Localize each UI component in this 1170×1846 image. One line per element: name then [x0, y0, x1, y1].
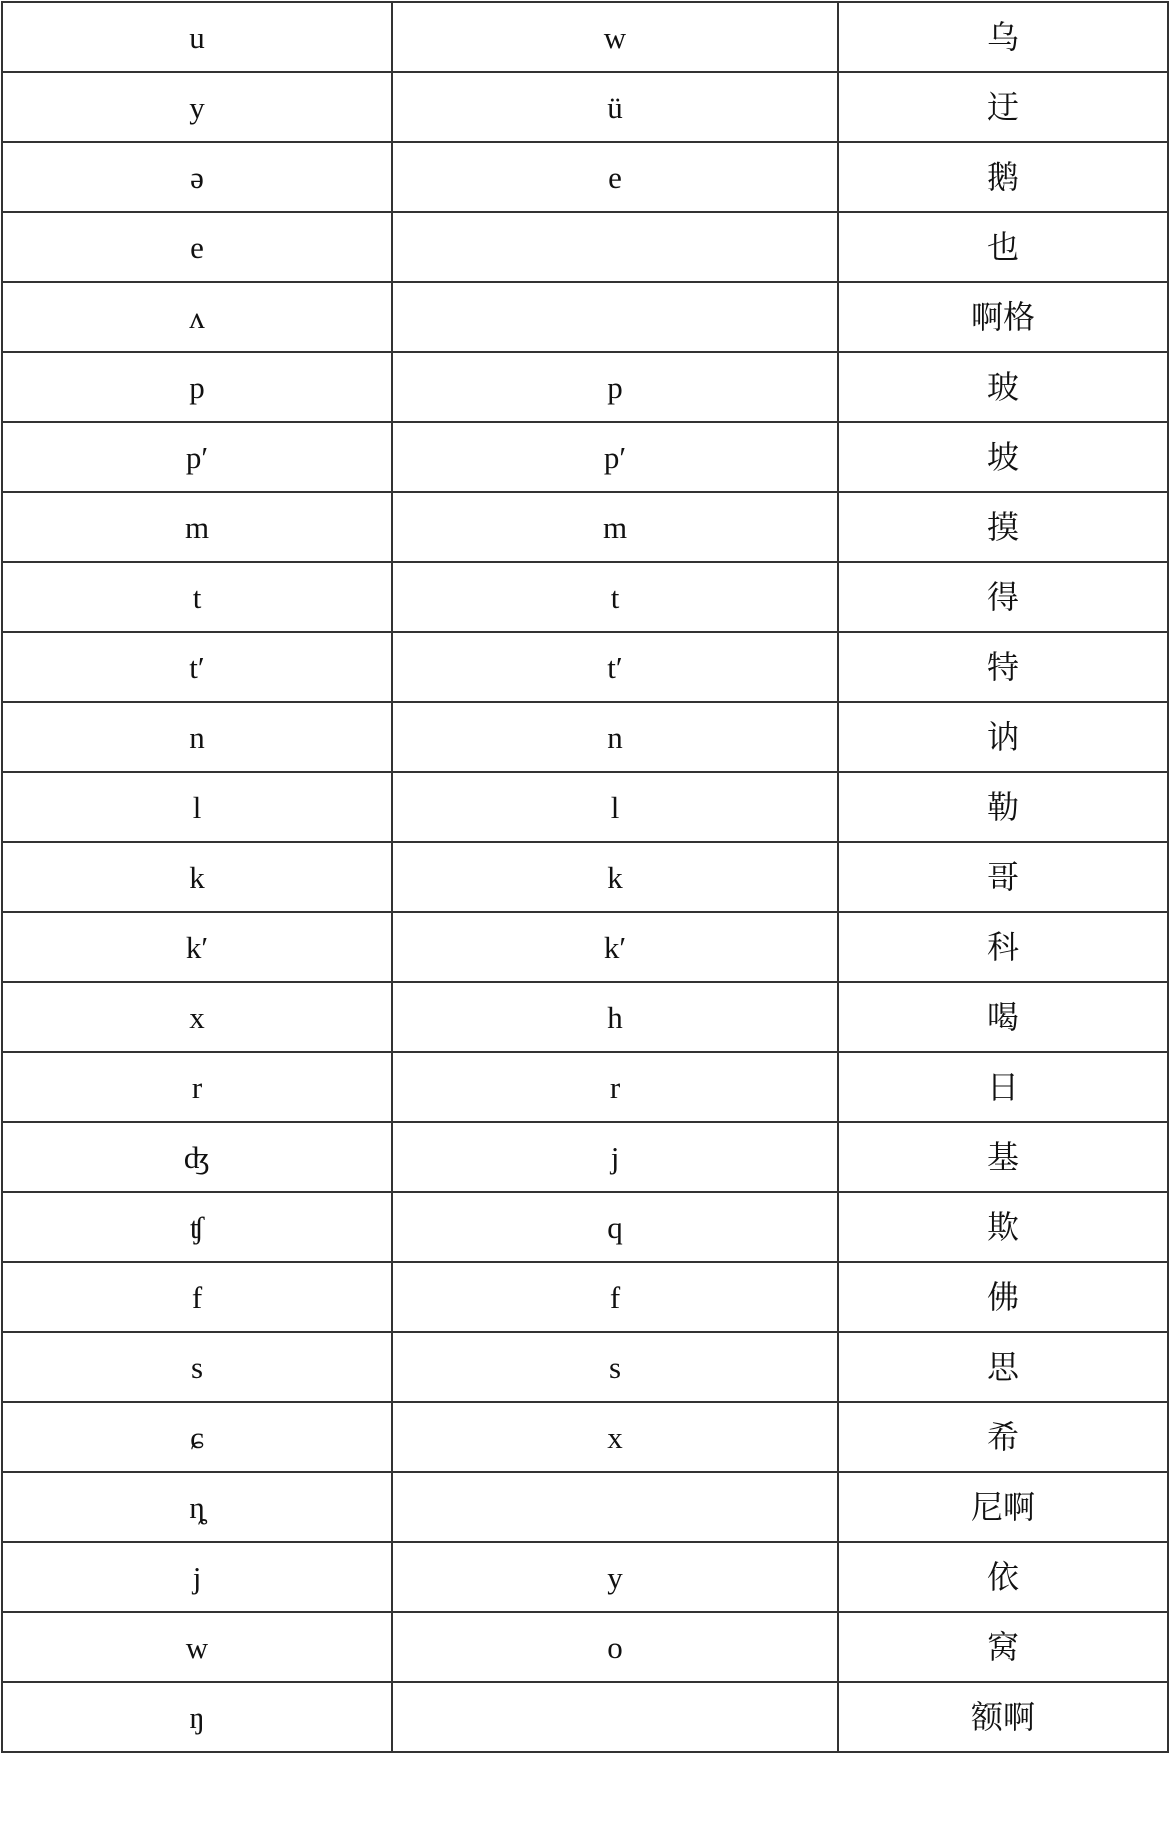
hanzi-cell: 依 [838, 1542, 1168, 1612]
table-row [2, 632, 1168, 702]
hanzi-cell: 迂 [838, 72, 1168, 142]
table-row [2, 1682, 1168, 1752]
hanzi-cell: 得 [838, 562, 1168, 632]
pinyin-cell [392, 282, 838, 352]
ipa-cell: j [2, 1542, 392, 1612]
ipa-cell: k′ [2, 912, 392, 982]
pinyin-cell: y [392, 1542, 838, 1612]
pinyin-cell: l [392, 772, 838, 842]
phonetic-table-body [2, 2, 1168, 1752]
table-row [2, 422, 1168, 492]
table-row [2, 352, 1168, 422]
ipa-cell: r [2, 1052, 392, 1122]
pinyin-cell [392, 1472, 838, 1542]
pinyin-cell: w [392, 2, 838, 72]
hanzi-cell: 科 [838, 912, 1168, 982]
ipa-cell: n [2, 702, 392, 772]
pinyin-cell: m [392, 492, 838, 562]
table-row [2, 2, 1168, 72]
ipa-cell: t [2, 562, 392, 632]
pinyin-cell: x [392, 1402, 838, 1472]
hanzi-cell: 佛 [838, 1262, 1168, 1332]
ipa-cell: f [2, 1262, 392, 1332]
table-row [2, 912, 1168, 982]
ipa-cell: y [2, 72, 392, 142]
pinyin-cell: s [392, 1332, 838, 1402]
hanzi-cell: 哥 [838, 842, 1168, 912]
pinyin-cell: e [392, 142, 838, 212]
table-row [2, 772, 1168, 842]
ipa-cell: ŋ [2, 1682, 392, 1752]
pinyin-cell: k′ [392, 912, 838, 982]
hanzi-cell: 尼啊 [838, 1472, 1168, 1542]
ipa-cell: k [2, 842, 392, 912]
pinyin-cell: q [392, 1192, 838, 1262]
pinyin-cell: p [392, 352, 838, 422]
table-row [2, 1472, 1168, 1542]
ipa-cell: x [2, 982, 392, 1052]
hanzi-cell: 思 [838, 1332, 1168, 1402]
table-row [2, 982, 1168, 1052]
hanzi-cell: 额啊 [838, 1682, 1168, 1752]
document-page [1, 1, 1167, 1753]
pinyin-cell: p′ [392, 422, 838, 492]
hanzi-cell: 坡 [838, 422, 1168, 492]
hanzi-cell: 勒 [838, 772, 1168, 842]
ipa-cell: ȵ [2, 1472, 392, 1542]
table-row [2, 1192, 1168, 1262]
table-row [2, 1402, 1168, 1472]
ipa-cell: s [2, 1332, 392, 1402]
table-row [2, 212, 1168, 282]
table-row [2, 282, 1168, 352]
pinyin-cell: t′ [392, 632, 838, 702]
table-row [2, 1612, 1168, 1682]
table-row [2, 842, 1168, 912]
pinyin-cell: f [392, 1262, 838, 1332]
table-row [2, 1332, 1168, 1402]
hanzi-cell: 玻 [838, 352, 1168, 422]
ipa-cell: p [2, 352, 392, 422]
pinyin-cell [392, 1682, 838, 1752]
pinyin-cell: k [392, 842, 838, 912]
hanzi-cell: 希 [838, 1402, 1168, 1472]
hanzi-cell: 基 [838, 1122, 1168, 1192]
hanzi-cell: 鹅 [838, 142, 1168, 212]
ipa-cell: ɕ [2, 1402, 392, 1472]
hanzi-cell: 也 [838, 212, 1168, 282]
ipa-cell: t′ [2, 632, 392, 702]
pinyin-cell: ü [392, 72, 838, 142]
ipa-cell: ʧ [2, 1192, 392, 1262]
pinyin-cell: r [392, 1052, 838, 1122]
table-row [2, 72, 1168, 142]
table-row [2, 702, 1168, 772]
pinyin-cell: h [392, 982, 838, 1052]
ipa-cell: w [2, 1612, 392, 1682]
hanzi-cell: 摸 [838, 492, 1168, 562]
hanzi-cell: 讷 [838, 702, 1168, 772]
table-row [2, 142, 1168, 212]
hanzi-cell: 窝 [838, 1612, 1168, 1682]
ipa-cell: ʤ [2, 1122, 392, 1192]
table-row [2, 492, 1168, 562]
ipa-cell: m [2, 492, 392, 562]
ipa-cell: e [2, 212, 392, 282]
pinyin-cell [392, 212, 838, 282]
table-row [2, 1262, 1168, 1332]
phonetic-table [1, 1, 1169, 1753]
ipa-cell: u [2, 2, 392, 72]
ipa-cell: l [2, 772, 392, 842]
table-row [2, 1542, 1168, 1612]
hanzi-cell: 特 [838, 632, 1168, 702]
pinyin-cell: o [392, 1612, 838, 1682]
table-row [2, 562, 1168, 632]
ipa-cell: p′ [2, 422, 392, 492]
hanzi-cell: 乌 [838, 2, 1168, 72]
ipa-cell: ə [2, 142, 392, 212]
hanzi-cell: 欺 [838, 1192, 1168, 1262]
ipa-cell: ʌ [2, 282, 392, 352]
hanzi-cell: 日 [838, 1052, 1168, 1122]
pinyin-cell: j [392, 1122, 838, 1192]
hanzi-cell: 啊格 [838, 282, 1168, 352]
pinyin-cell: t [392, 562, 838, 632]
table-row [2, 1052, 1168, 1122]
hanzi-cell: 喝 [838, 982, 1168, 1052]
table-row [2, 1122, 1168, 1192]
pinyin-cell: n [392, 702, 838, 772]
